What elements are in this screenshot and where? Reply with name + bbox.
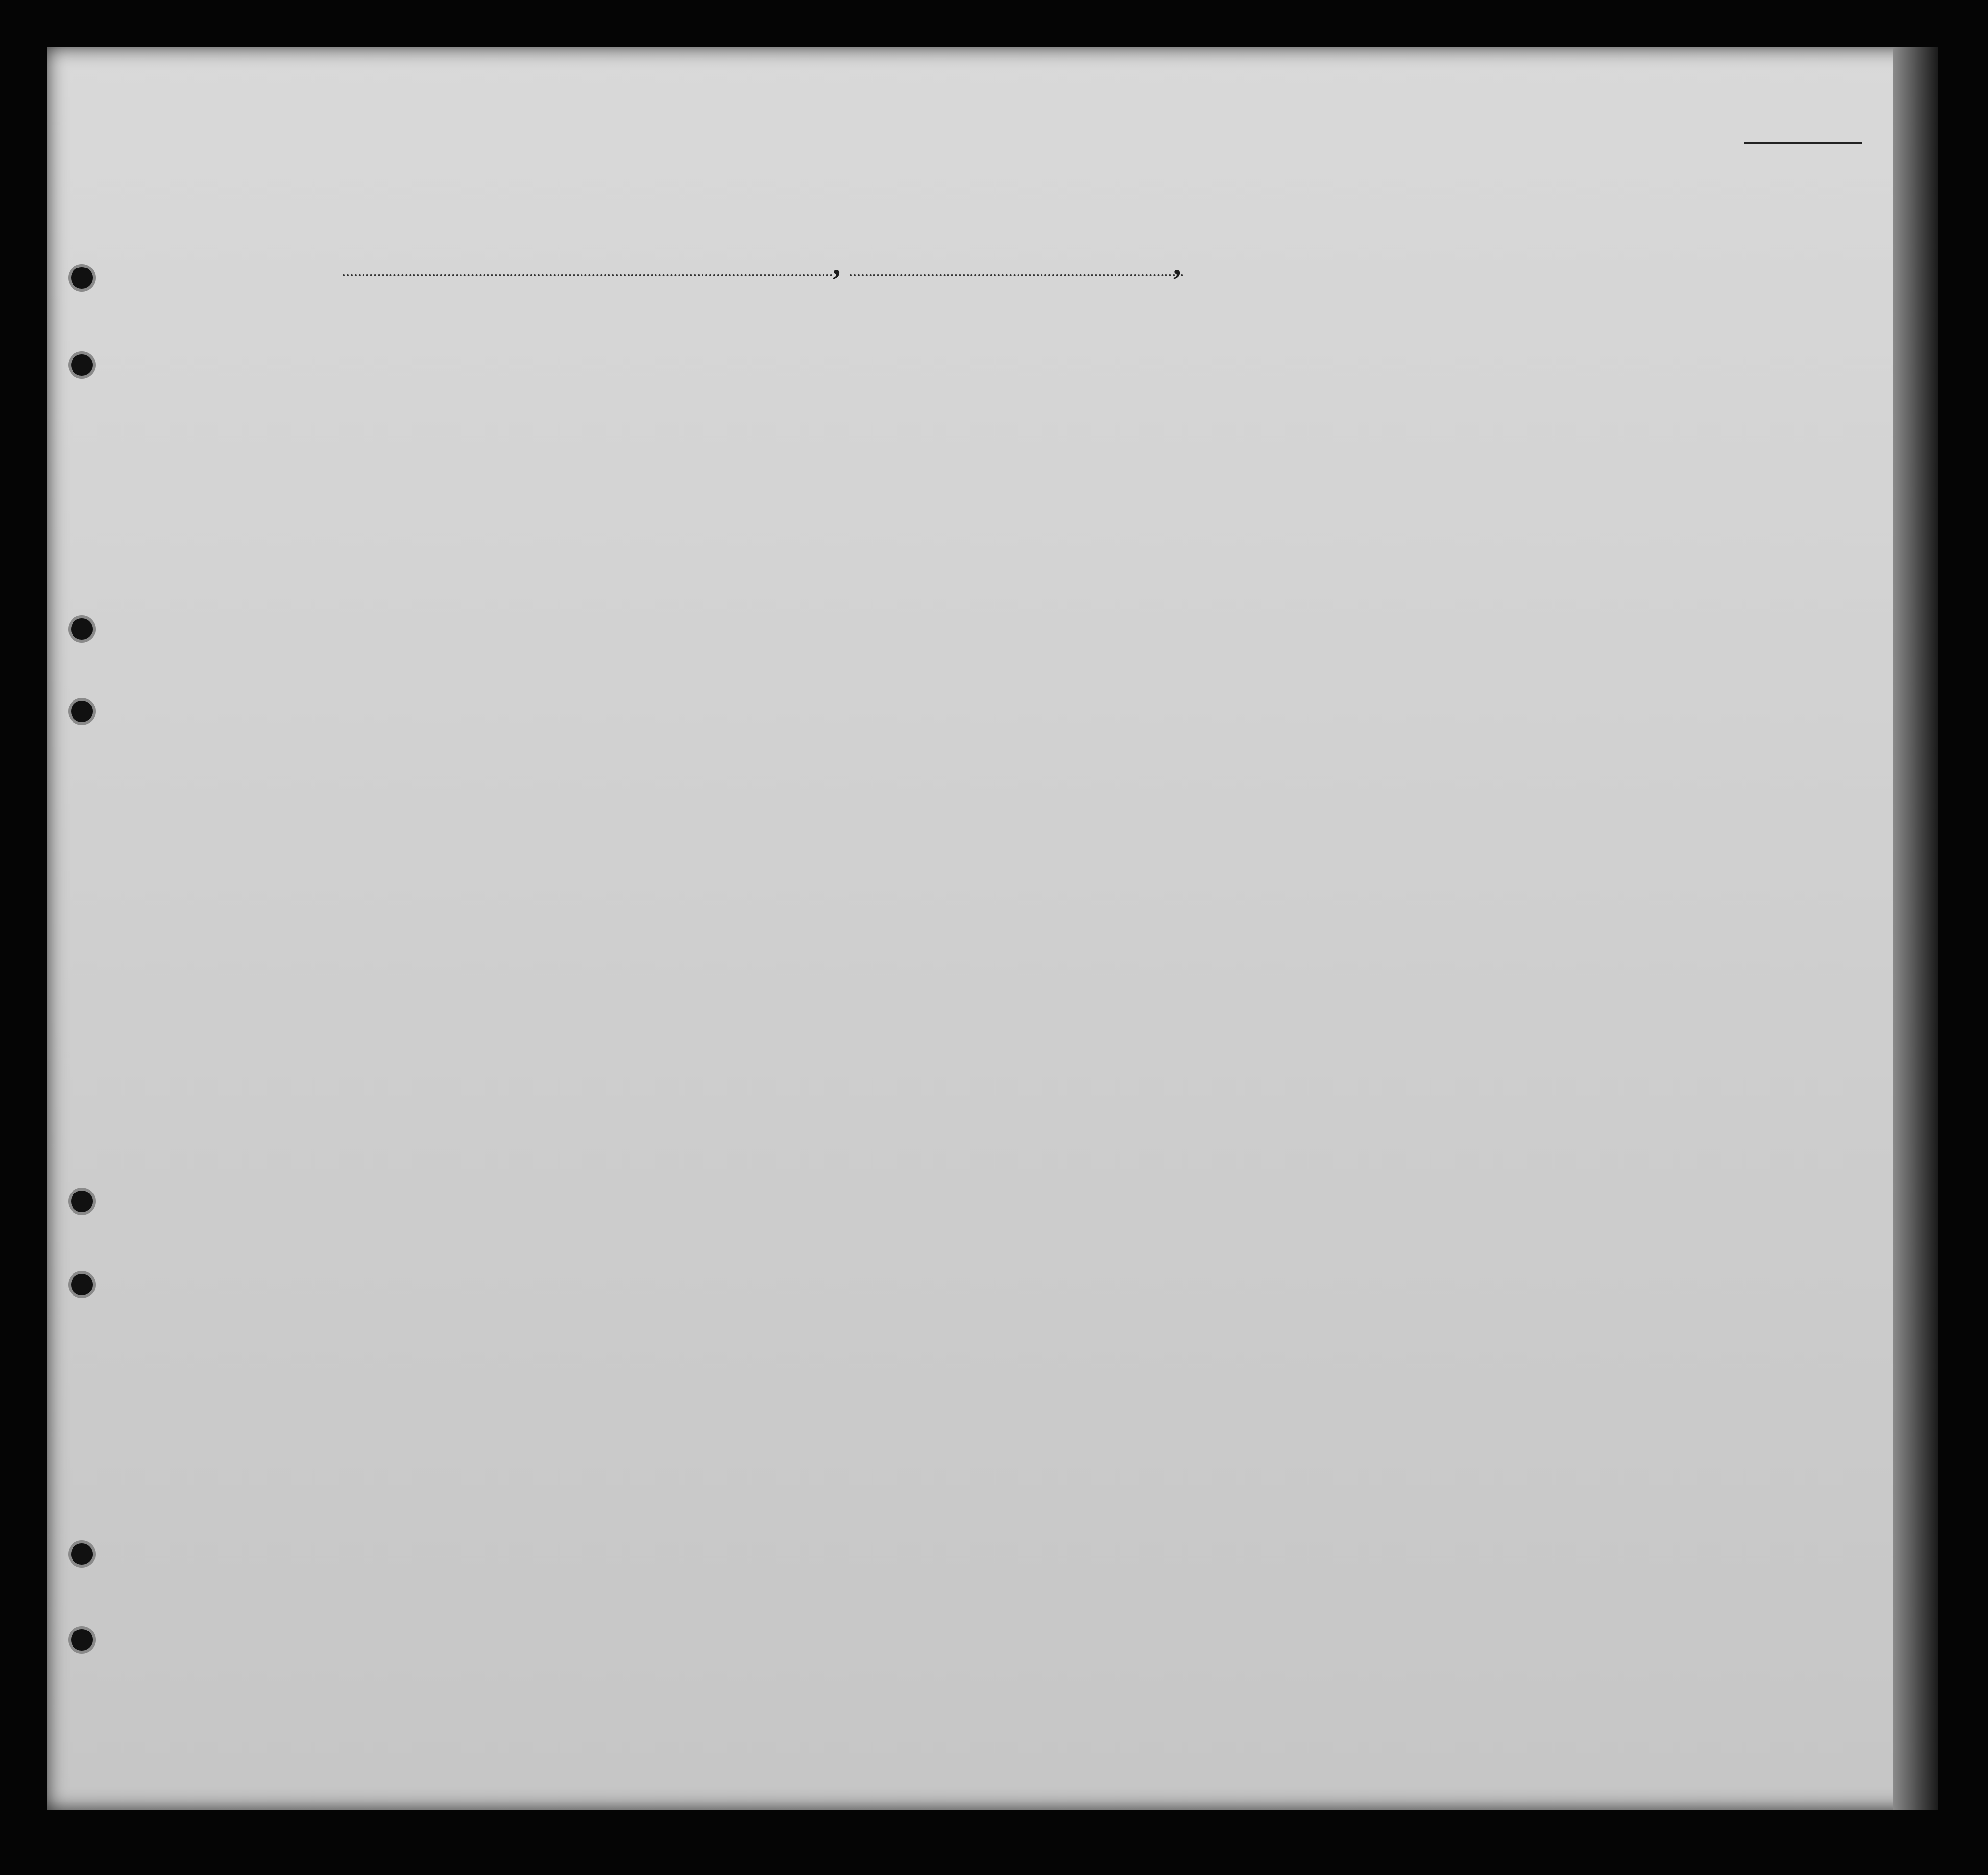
header-q28	[1352, 343, 1406, 475]
comma-separator: ,	[833, 248, 841, 281]
header-ticket	[571, 343, 600, 475]
header-prison	[1254, 343, 1288, 475]
header-intends-citizen	[1213, 370, 1238, 473]
header-q31	[1462, 343, 1479, 475]
header-q30	[1439, 343, 1456, 475]
header-intends-return	[1145, 370, 1172, 473]
header-polygamist	[1301, 343, 1320, 475]
header-inches	[1625, 426, 1640, 470]
header-possession-50	[690, 343, 719, 475]
header-q29	[1404, 343, 1434, 475]
comma-separator: ,	[1173, 248, 1181, 281]
header-feet	[1602, 426, 1617, 470]
header-length-of-stay	[1181, 370, 1208, 473]
header-anarchist	[1323, 343, 1342, 475]
